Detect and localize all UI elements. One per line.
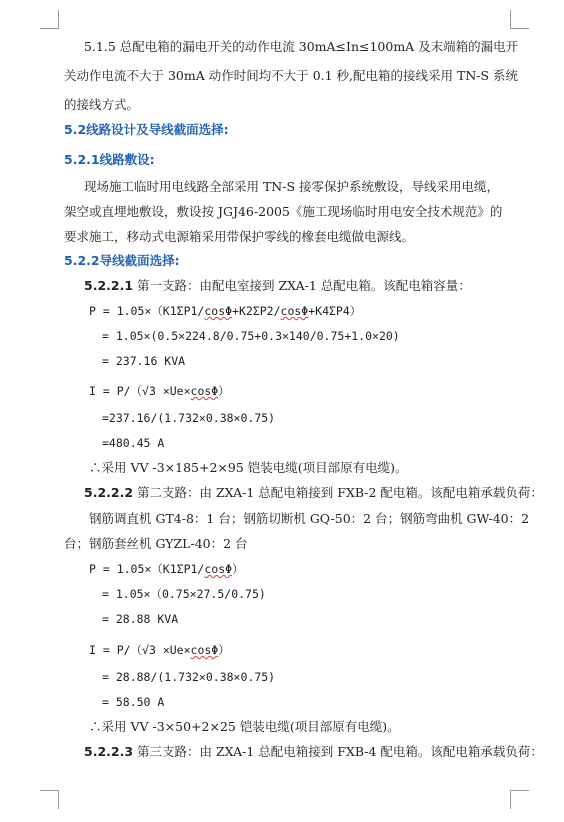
cos-term: cosΦ [204,562,233,576]
formula-part: ） [232,562,244,576]
branch2-title-text: 第二支路：由 ZXA-1 总配电箱接到 FXB-2 配电箱。该配电箱承载负荷： [133,485,543,500]
branch1-p-formula [89,303,361,319]
heading-5-2-1: 5.2.1线路敷设: [64,152,155,167]
cos-term: cosΦ [280,304,309,318]
para-515-line3: 的接线方式。 [64,97,140,112]
para-521-line3: 要求施工，移动式电源箱采用带保护零线的橡套电缆做电源线。 [64,229,415,244]
cos-term: cosΦ [190,384,219,398]
branch2-cable: ∴采用 VV -3×50+2×25 铠装电缆(项目部原有电缆)。 [89,719,400,734]
branch2-i-calc: = 28.88/(1.732×0.38×0.75) [102,670,276,684]
branch1-i-formula [89,383,230,399]
formula-part: ×Ue× [155,643,191,657]
para-515-line2: 关动作电流不大于 30mA 动作时间均不大于 0.1 秒,配电箱的接线采用 TN-S 系统 [64,68,519,83]
branch1-cable: ∴采用 VV -3×185+2×95 铠装电缆(项目部原有电缆)。 [89,460,408,475]
formula-part: P = 1.05×（K1ΣP1/ [89,304,205,318]
para-515-line1: 5.1.5 总配电箱的漏电开关的动作电流 30mA≤In≤100mA 及末端箱的漏电开 [84,39,519,54]
formula-part: +K2ΣP2/ [232,304,281,318]
formula-part: ） [218,643,230,657]
branch2-number: 5.2.2.2 [84,485,134,500]
branch2-i-result: = 58.50 A [102,695,165,709]
branch3-title-text: 第三支路：由 ZXA-1 总配电箱接到 FXB-4 配电箱。该配电箱承载负荷： [133,744,543,759]
branch2-load-line1: 钢筋调直机 GT4-8：1 台；钢筋切断机 GQ-50：2 台；钢筋弯曲机 GW-40：2 [89,511,530,526]
branch1-number: 5.2.2.1 [84,278,134,293]
branch1-p-calc: = 1.05×(0.5×224.8/0.75+0.3×140/0.75+1.0×20) [102,329,400,343]
branch1-i-calc: =237.16/(1.732×0.38×0.75) [102,411,276,425]
branch3-title [84,744,543,760]
formula-part: ×Ue× [155,384,191,398]
branch2-title [84,485,543,501]
branch2-p-calc: = 1.05×（0.75×27.5/0.75) [102,587,266,601]
formula-part: +K4ΣP4） [308,304,362,318]
cos-term: cosΦ [190,643,219,657]
para-521-line1: 现场施工临时用电线路全部采用 TN-S 接零保护系统敷设，导线采用电缆， [84,179,500,194]
crop-mark-top-right [510,10,529,29]
heading-5-2: 5.2线路设计及导线截面选择: [64,122,229,137]
branch2-load-line2: 台；钢筋套丝机 GYZL-40：2 台 [64,536,248,551]
formula-part: I = P/（ [89,643,143,657]
branch2-i-formula [89,642,230,658]
formula-part: P = 1.05×（K1ΣP1/ [89,562,205,576]
crop-mark-bottom-right [510,790,529,809]
formula-part: ） [218,384,230,398]
branch2-p-result: = 28.88 KVA [102,612,179,626]
sqrt3-symbol: √3 [142,643,156,657]
heading-5-2-2: 5.2.2导线截面选择: [64,253,180,268]
crop-mark-bottom-left [40,790,59,809]
branch1-title [84,278,471,294]
sqrt3-symbol: √3 [142,384,156,398]
branch2-p-formula [89,561,244,577]
formula-part: I = P/（ [89,384,143,398]
branch1-title-text: 第一支路：由配电室接到 ZXA-1 总配电箱。该配电箱容量： [133,278,471,293]
branch3-number: 5.2.2.3 [84,744,134,759]
crop-mark-top-left [40,10,59,29]
para-521-line2: 架空或直埋地敷设，敷设按 JGJ46-2005《施工现场临时用电安全技术规范》的 [64,204,503,219]
branch1-p-result: = 237.16 KVA [102,354,186,368]
branch1-i-result: =480.45 A [102,436,165,450]
cos-term: cosΦ [204,304,233,318]
